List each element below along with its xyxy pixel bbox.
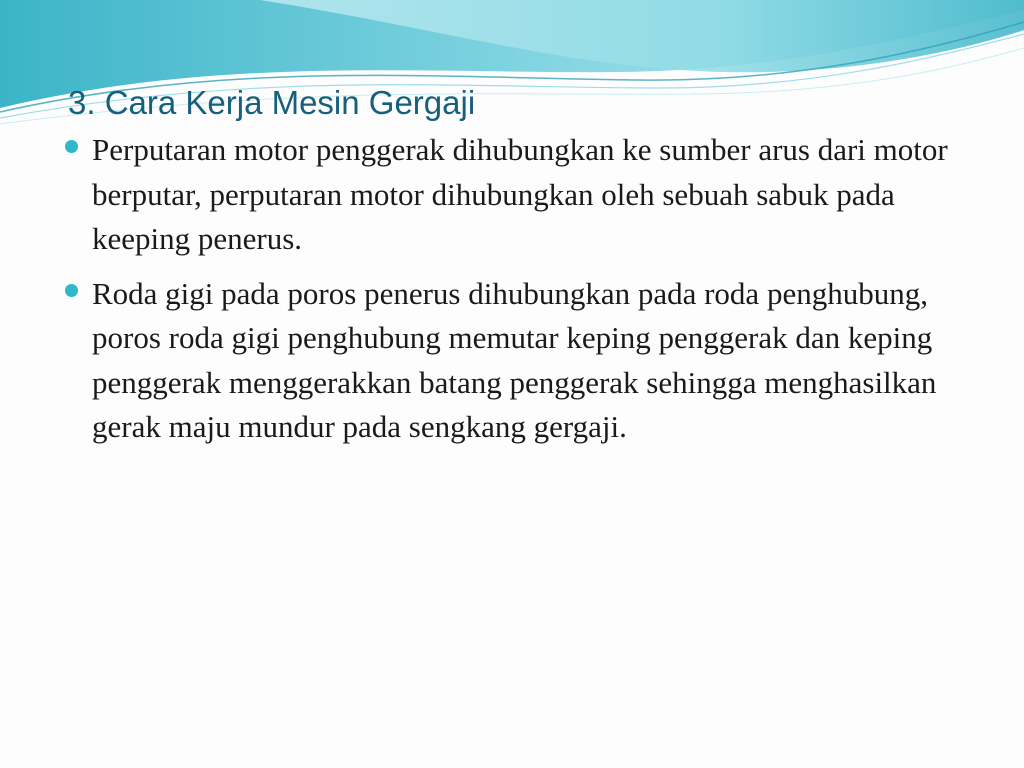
bullet-text: Perputaran motor penggerak dihubungkan ke sumber arus dari motor berputar, perputaran motor dihubungkan oleh sebuah sabuk pada keeping penerus.	[92, 132, 948, 256]
bullet-icon	[65, 140, 78, 153]
bullet-text: Roda gigi pada poros penerus dihubungkan pada roda penghubung, poros roda gigi penghubung memutar keping penggerak dan keping penggerak menggerakkan batang penggerak sehingga menghasilkan gerak maju mundur pada sengkang gergaji.	[92, 275, 937, 444]
bullet-icon	[65, 284, 78, 297]
bullet-item	[62, 272, 962, 450]
slide-title: 3. Cara Kerja Mesin Gergaji	[68, 84, 476, 121]
bullet-item	[62, 128, 962, 262]
bullet-list	[62, 128, 962, 460]
